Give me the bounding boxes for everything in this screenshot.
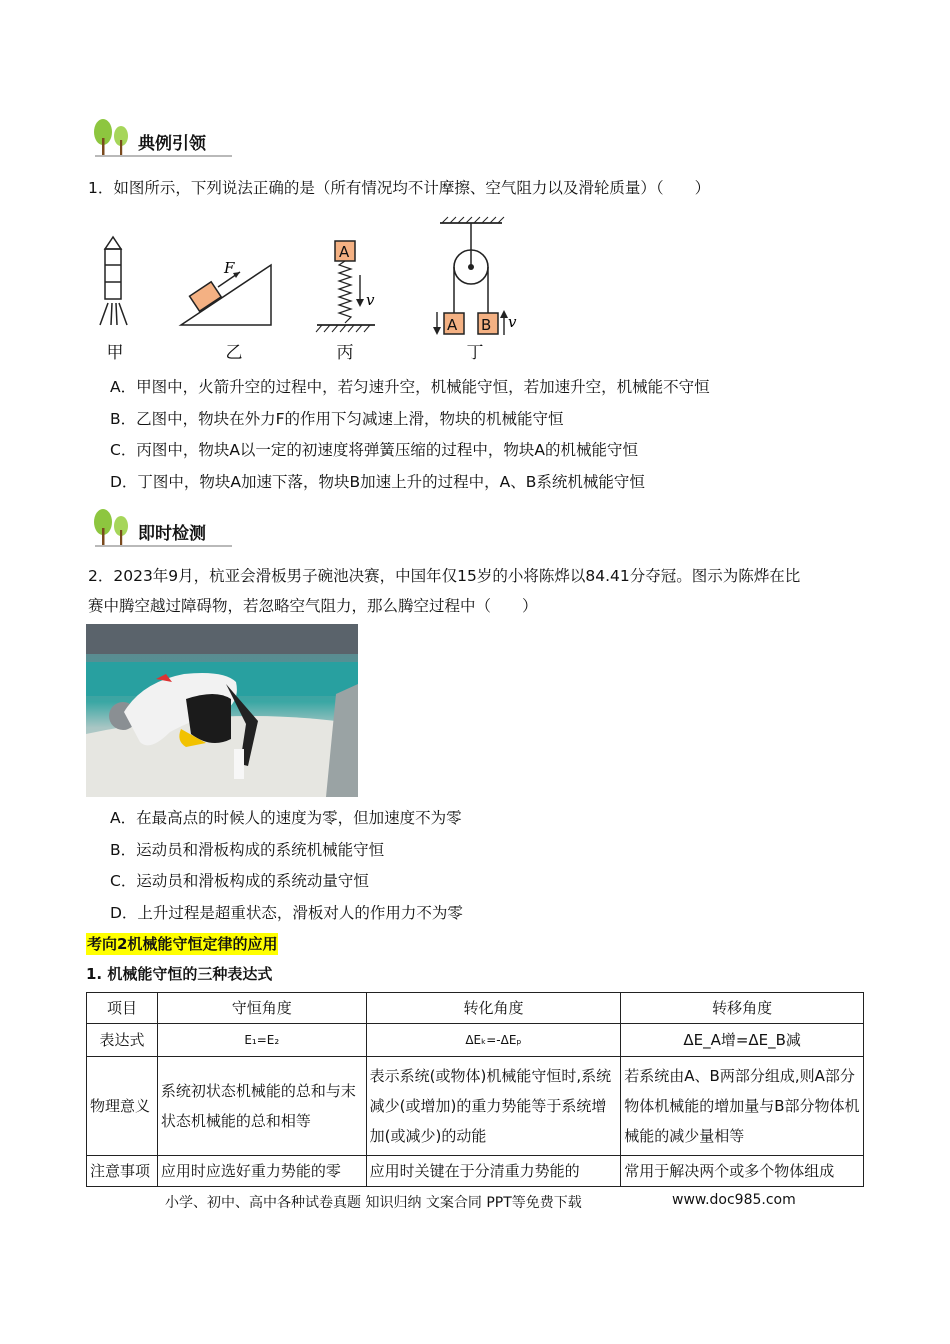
section-title: 典例引领 bbox=[138, 134, 206, 154]
tree-icon bbox=[90, 508, 132, 546]
topic-heading: 考向2机械能守恒定律的应用 bbox=[87, 935, 278, 953]
table-cell: 应用时应选好重力势能的零 bbox=[157, 1156, 366, 1187]
table-cell: 应用时关键在于分清重力势能的 bbox=[366, 1156, 621, 1187]
table-row bbox=[87, 1057, 864, 1156]
question-2-option-b: B．运动员和滑板构成的系统机械能守恒 bbox=[110, 841, 385, 859]
table-header-cell: 转化角度 bbox=[366, 993, 621, 1024]
section-underline bbox=[95, 545, 232, 547]
question-2-option-a: A．在最高点的时候人的速度为零，但加速度不为零 bbox=[110, 809, 462, 827]
tree-icon bbox=[90, 118, 132, 156]
pulley-figure bbox=[433, 217, 517, 335]
expression-table bbox=[86, 992, 864, 1187]
table-cell: E₁=E₂ bbox=[157, 1024, 366, 1057]
table-header-row bbox=[87, 993, 864, 1024]
table-cell: 系统初状态机械能的总和与末状态机械能的总和相等 bbox=[157, 1057, 366, 1156]
question-2-stem-line2: 赛中腾空越过障碍物，若忽略空气阻力，那么腾空过程中（ ） bbox=[88, 597, 538, 615]
figure-label-yi: 乙 bbox=[225, 343, 243, 363]
rocket-figure bbox=[100, 237, 127, 325]
spring-figure bbox=[316, 241, 375, 332]
section-header-examples bbox=[90, 118, 206, 156]
table-cell: 表示系统(或物体)机械能守恒时,系统减少(或增加)的重力势能等于系统增加(或减少)的动能 bbox=[366, 1057, 621, 1156]
svg-text:A: A bbox=[339, 243, 350, 261]
question-2-stem-line1: 2．2023年9月，杭亚会滑板男子碗池决赛，中国年仅15岁的小将陈烨以84.41分夺冠。图示为陈烨在比 bbox=[88, 567, 801, 585]
footer-text: 小学、初中、高中各种试卷真题 知识归纳 文案合同 PPT等免费下载 bbox=[165, 1195, 582, 1211]
table-row bbox=[87, 1156, 864, 1187]
incline-figure bbox=[181, 259, 271, 325]
section-header-check bbox=[90, 508, 206, 546]
subsection-heading: 1. 机械能守恒的三种表达式 bbox=[86, 965, 273, 983]
table-row bbox=[87, 1024, 864, 1057]
figure-label-bing: 丙 bbox=[336, 343, 354, 363]
figure-label-ding: 丁 bbox=[466, 343, 484, 363]
question-2-option-c: C．运动员和滑板构成的系统动量守恒 bbox=[110, 872, 369, 890]
table-cell: 注意事项 bbox=[87, 1156, 158, 1187]
table-cell: 若系统由A、B两部分组成,则A部分物体机械能的增加量与B部分物体机械能的减少量相等 bbox=[621, 1057, 864, 1156]
question-2-option-d: D．上升过程是超重状态，滑板对人的作用力不为零 bbox=[110, 904, 463, 922]
question-1-option-c: C．丙图中，物块A以一定的初速度将弹簧压缩的过程中，物块A的机械能守恒 bbox=[110, 441, 639, 459]
section-underline bbox=[95, 155, 232, 157]
section-title: 即时检测 bbox=[138, 524, 206, 544]
question-1-option-a: A．甲图中，火箭升空的过程中，若匀速升空，机械能守恒，若加速升空，机械能不守恒 bbox=[110, 378, 710, 396]
table-header-cell: 守恒角度 bbox=[157, 993, 366, 1024]
svg-text:v: v bbox=[366, 291, 375, 309]
svg-text:v: v bbox=[508, 313, 517, 331]
question-1-option-b: B．乙图中，物块在外力F的作用下匀减速上滑，物块的机械能守恒 bbox=[110, 410, 564, 428]
svg-text:A: A bbox=[447, 316, 458, 334]
table-cell: 常用于解决两个或多个物体组成 bbox=[621, 1156, 864, 1187]
table-cell: ΔE_A增=ΔE_B减 bbox=[621, 1024, 864, 1057]
table-cell: ΔEₖ=-ΔEₚ bbox=[366, 1024, 621, 1057]
footer-url[interactable]: www.doc985.com bbox=[672, 1192, 796, 1208]
figure-label-jia: 甲 bbox=[106, 343, 124, 363]
svg-text:F: F bbox=[224, 259, 235, 277]
question-1-stem: 1．如图所示，下列说法正确的是（所有情况均不计摩擦、空气阻力以及滑轮质量）（ ） bbox=[88, 179, 711, 197]
table-cell: 表达式 bbox=[87, 1024, 158, 1057]
table-header-cell: 项目 bbox=[87, 993, 158, 1024]
table-cell: 物理意义 bbox=[87, 1057, 158, 1156]
table-header-cell: 转移角度 bbox=[621, 993, 864, 1024]
svg-text:B: B bbox=[481, 316, 492, 334]
question-1-option-d: D．丁图中，物块A加速下落，物块B加速上升的过程中，A、B系统机械能守恒 bbox=[110, 473, 645, 491]
skateboarder-photo bbox=[86, 624, 358, 797]
